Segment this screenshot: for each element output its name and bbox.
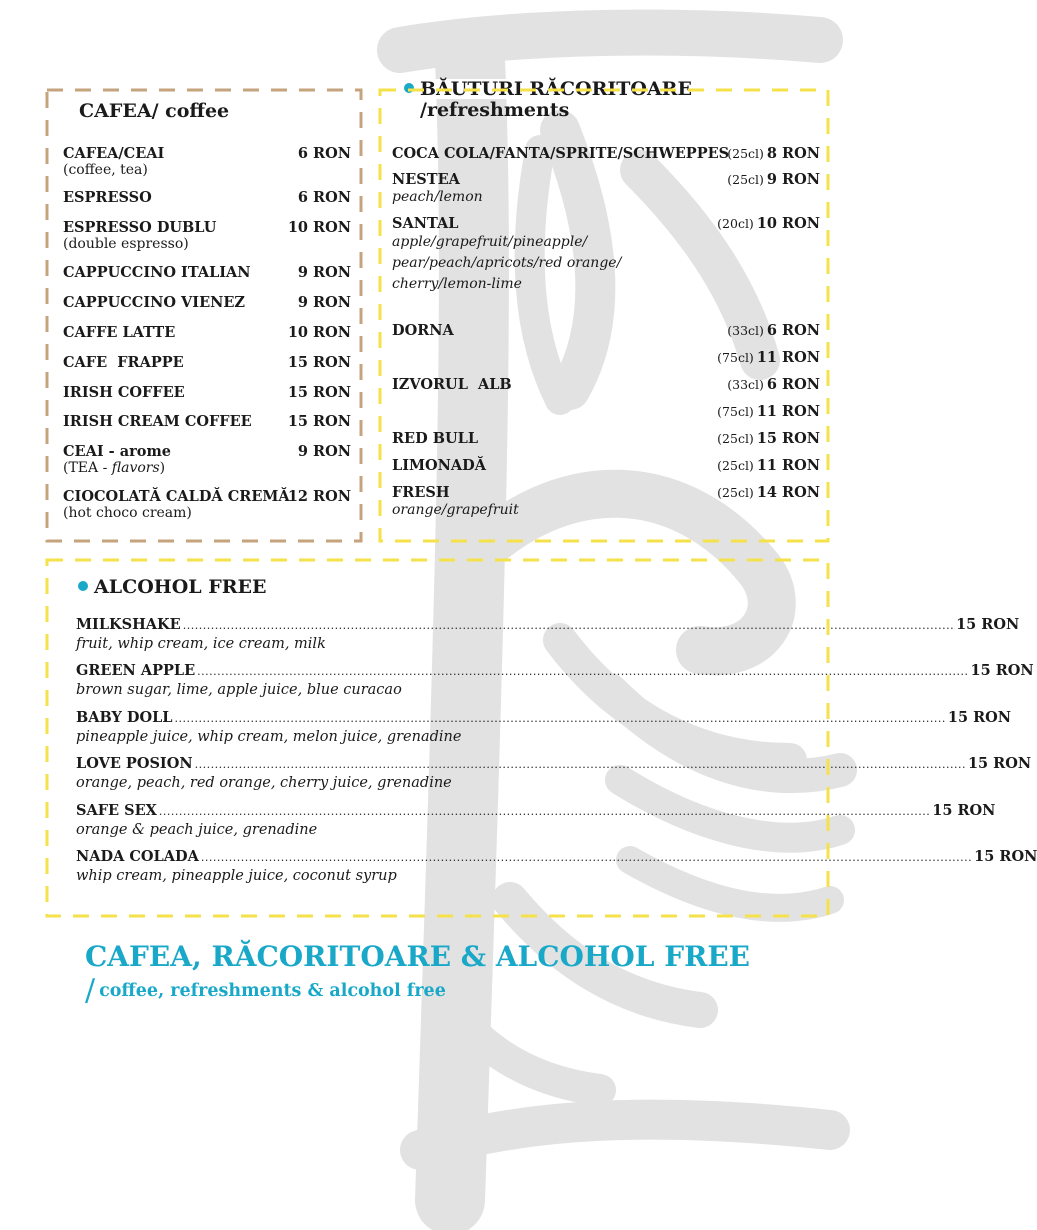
item-name: ESPRESSO — [63, 189, 152, 206]
item-volume: (25cl) — [717, 431, 754, 446]
item-volume: (33cl) — [727, 377, 764, 392]
dot-leader: ................................................................................................................................................................................................. — [182, 619, 955, 632]
item-name: DORNA — [392, 322, 454, 339]
item-price: 6 RON — [766, 376, 820, 393]
item-description-line: pear/peach/apricots/red orange/ — [392, 255, 622, 271]
item-price: 6 RON — [297, 189, 351, 206]
footer-title: CAFEA, RĂCORITOARE & ALCOHOL FREE — [85, 940, 751, 973]
alcohol-free-section — [45, 558, 830, 918]
dot-leader: ................................................................................................................................................................................................. — [174, 712, 946, 725]
item-name: IRISH CREAM COFFEE — [63, 413, 252, 430]
item-description: pineapple juice, whip cream, melon juice, grenadine — [76, 729, 462, 745]
item-volume: (75cl) — [717, 350, 754, 365]
item-description: orange/grapefruit — [392, 502, 519, 518]
alcohol-free-title-text: ALCOHOL FREE — [94, 576, 267, 598]
dot-leader: ................................................................................................................................................................................................. — [200, 851, 973, 864]
item-price: 15 RON — [970, 662, 1034, 679]
item-price: 9 RON — [766, 171, 820, 188]
item-name: CAFFE LATTE — [63, 324, 176, 341]
item-name: SANTAL — [392, 215, 459, 232]
item-name: CEAI - arome — [63, 443, 172, 460]
subtitle-part: ) — [159, 460, 166, 476]
dot-leader: ................................................................................................................................................................................................. — [197, 665, 969, 678]
item-price: 11 RON — [756, 349, 820, 366]
item-subtitle: (hot choco cream) — [63, 505, 192, 521]
item-price: 11 RON — [756, 457, 820, 474]
dot-leader: ................................................................................................................................................................................................. — [158, 805, 931, 818]
item-volume: (25cl) — [727, 146, 764, 161]
item-description: whip cream, pineapple juice, coconut syrup — [76, 868, 397, 884]
dot-leader: ................................................................................................................................................................................................. — [194, 758, 966, 771]
subtitle-part: (TEA - — [63, 460, 112, 476]
item-description: peach/lemon — [392, 189, 483, 205]
item-subtitle: (coffee, tea) — [63, 162, 148, 178]
item-description: orange & peach juice, grenadine — [76, 822, 318, 838]
footer-slash: / — [85, 973, 96, 1008]
item-name: CAFE FRAPPE — [63, 354, 184, 371]
item-price: 10 RON — [287, 219, 351, 236]
subtitle-italic: flavors — [111, 460, 160, 476]
item-name: NESTEA — [392, 171, 460, 188]
item-price: 15 RON — [932, 802, 996, 819]
item-price: 10 RON — [287, 324, 351, 341]
item-name: CAPPUCCINO VIENEZ — [63, 294, 246, 311]
footer-subtitle-text: coffee, refreshments & alcohol free — [99, 981, 446, 1001]
item-name: IRISH COFFEE — [63, 384, 185, 401]
item-name: SAFE SEX — [76, 802, 157, 819]
item-price: 10 RON — [756, 215, 820, 232]
item-price: 15 RON — [287, 384, 351, 401]
item-price: 15 RON — [756, 430, 820, 447]
item-price: 6 RON — [297, 145, 351, 162]
alcohol-free-dashed-border — [45, 558, 830, 918]
item-volume: (20cl) — [717, 216, 754, 231]
item-volume: (25cl) — [727, 172, 764, 187]
item-name: GREEN APPLE — [76, 662, 196, 679]
item-price: 9 RON — [297, 443, 351, 460]
item-volume: (75cl) — [717, 404, 754, 419]
item-name: FRESH — [392, 484, 450, 501]
item-price: 15 RON — [967, 755, 1032, 772]
item-description-line: apple/grapefruit/pineapple/ — [392, 234, 588, 250]
item-name: CAPPUCCINO ITALIAN — [63, 264, 251, 281]
refreshments-section — [378, 88, 830, 543]
item-description: orange, peach, red orange, cherry juice, grenadine — [76, 775, 452, 791]
item-price: 15 RON — [947, 709, 1012, 726]
item-name: IZVORUL ALB — [392, 376, 512, 393]
item-name: BABY DOLL — [76, 709, 173, 726]
item-price: 15 RON — [956, 616, 1020, 633]
item-volume: (33cl) — [727, 323, 764, 338]
item-price: 15 RON — [287, 413, 351, 430]
item-name: COCA COLA/FANTA/SPRITE/SCHWEPPES — [392, 145, 730, 162]
refreshments-subtitle: /refreshments — [420, 99, 570, 121]
item-price: 14 RON — [756, 484, 820, 501]
refreshments-dashed-border — [378, 88, 830, 543]
item-price: 12 RON — [287, 488, 351, 505]
item-volume: (25cl) — [717, 485, 754, 500]
item-name: CIOCOLATĂ CALDĂ CREMĂ — [63, 488, 290, 505]
item-price: 11 RON — [756, 403, 820, 420]
item-name: LOVE POSION — [76, 755, 193, 772]
item-name: CAFEA/CEAI — [63, 145, 165, 162]
footer-subtitle — [85, 973, 446, 1008]
coffee-title: CAFEA/ coffee — [79, 100, 230, 122]
item-name: LIMONADĂ — [392, 457, 486, 474]
item-name: MILKSHAKE — [76, 616, 181, 633]
item-price: 8 RON — [766, 145, 820, 162]
item-description: brown sugar, lime, apple juice, blue curacao — [76, 682, 402, 698]
item-description: fruit, whip cream, ice cream, milk — [76, 636, 326, 652]
item-name: ESPRESSO DUBLU — [63, 219, 217, 236]
item-description-line: cherry/lemon-lime — [392, 276, 522, 292]
item-price: 15 RON — [974, 848, 1037, 865]
item-name: RED BULL — [392, 430, 479, 447]
item-price: 6 RON — [766, 322, 820, 339]
item-price: 15 RON — [287, 354, 351, 371]
item-subtitle: (double espresso) — [63, 236, 189, 252]
item-price: 9 RON — [297, 294, 351, 311]
coffee-dashed-border — [45, 88, 363, 543]
item-volume: (25cl) — [717, 458, 754, 473]
refreshments-title-main: BĂUTURI RĂCORITOARE — [420, 78, 692, 100]
item-name: NADA COLADA — [76, 848, 199, 865]
item-price: 9 RON — [297, 264, 351, 281]
coffee-section — [45, 88, 363, 543]
